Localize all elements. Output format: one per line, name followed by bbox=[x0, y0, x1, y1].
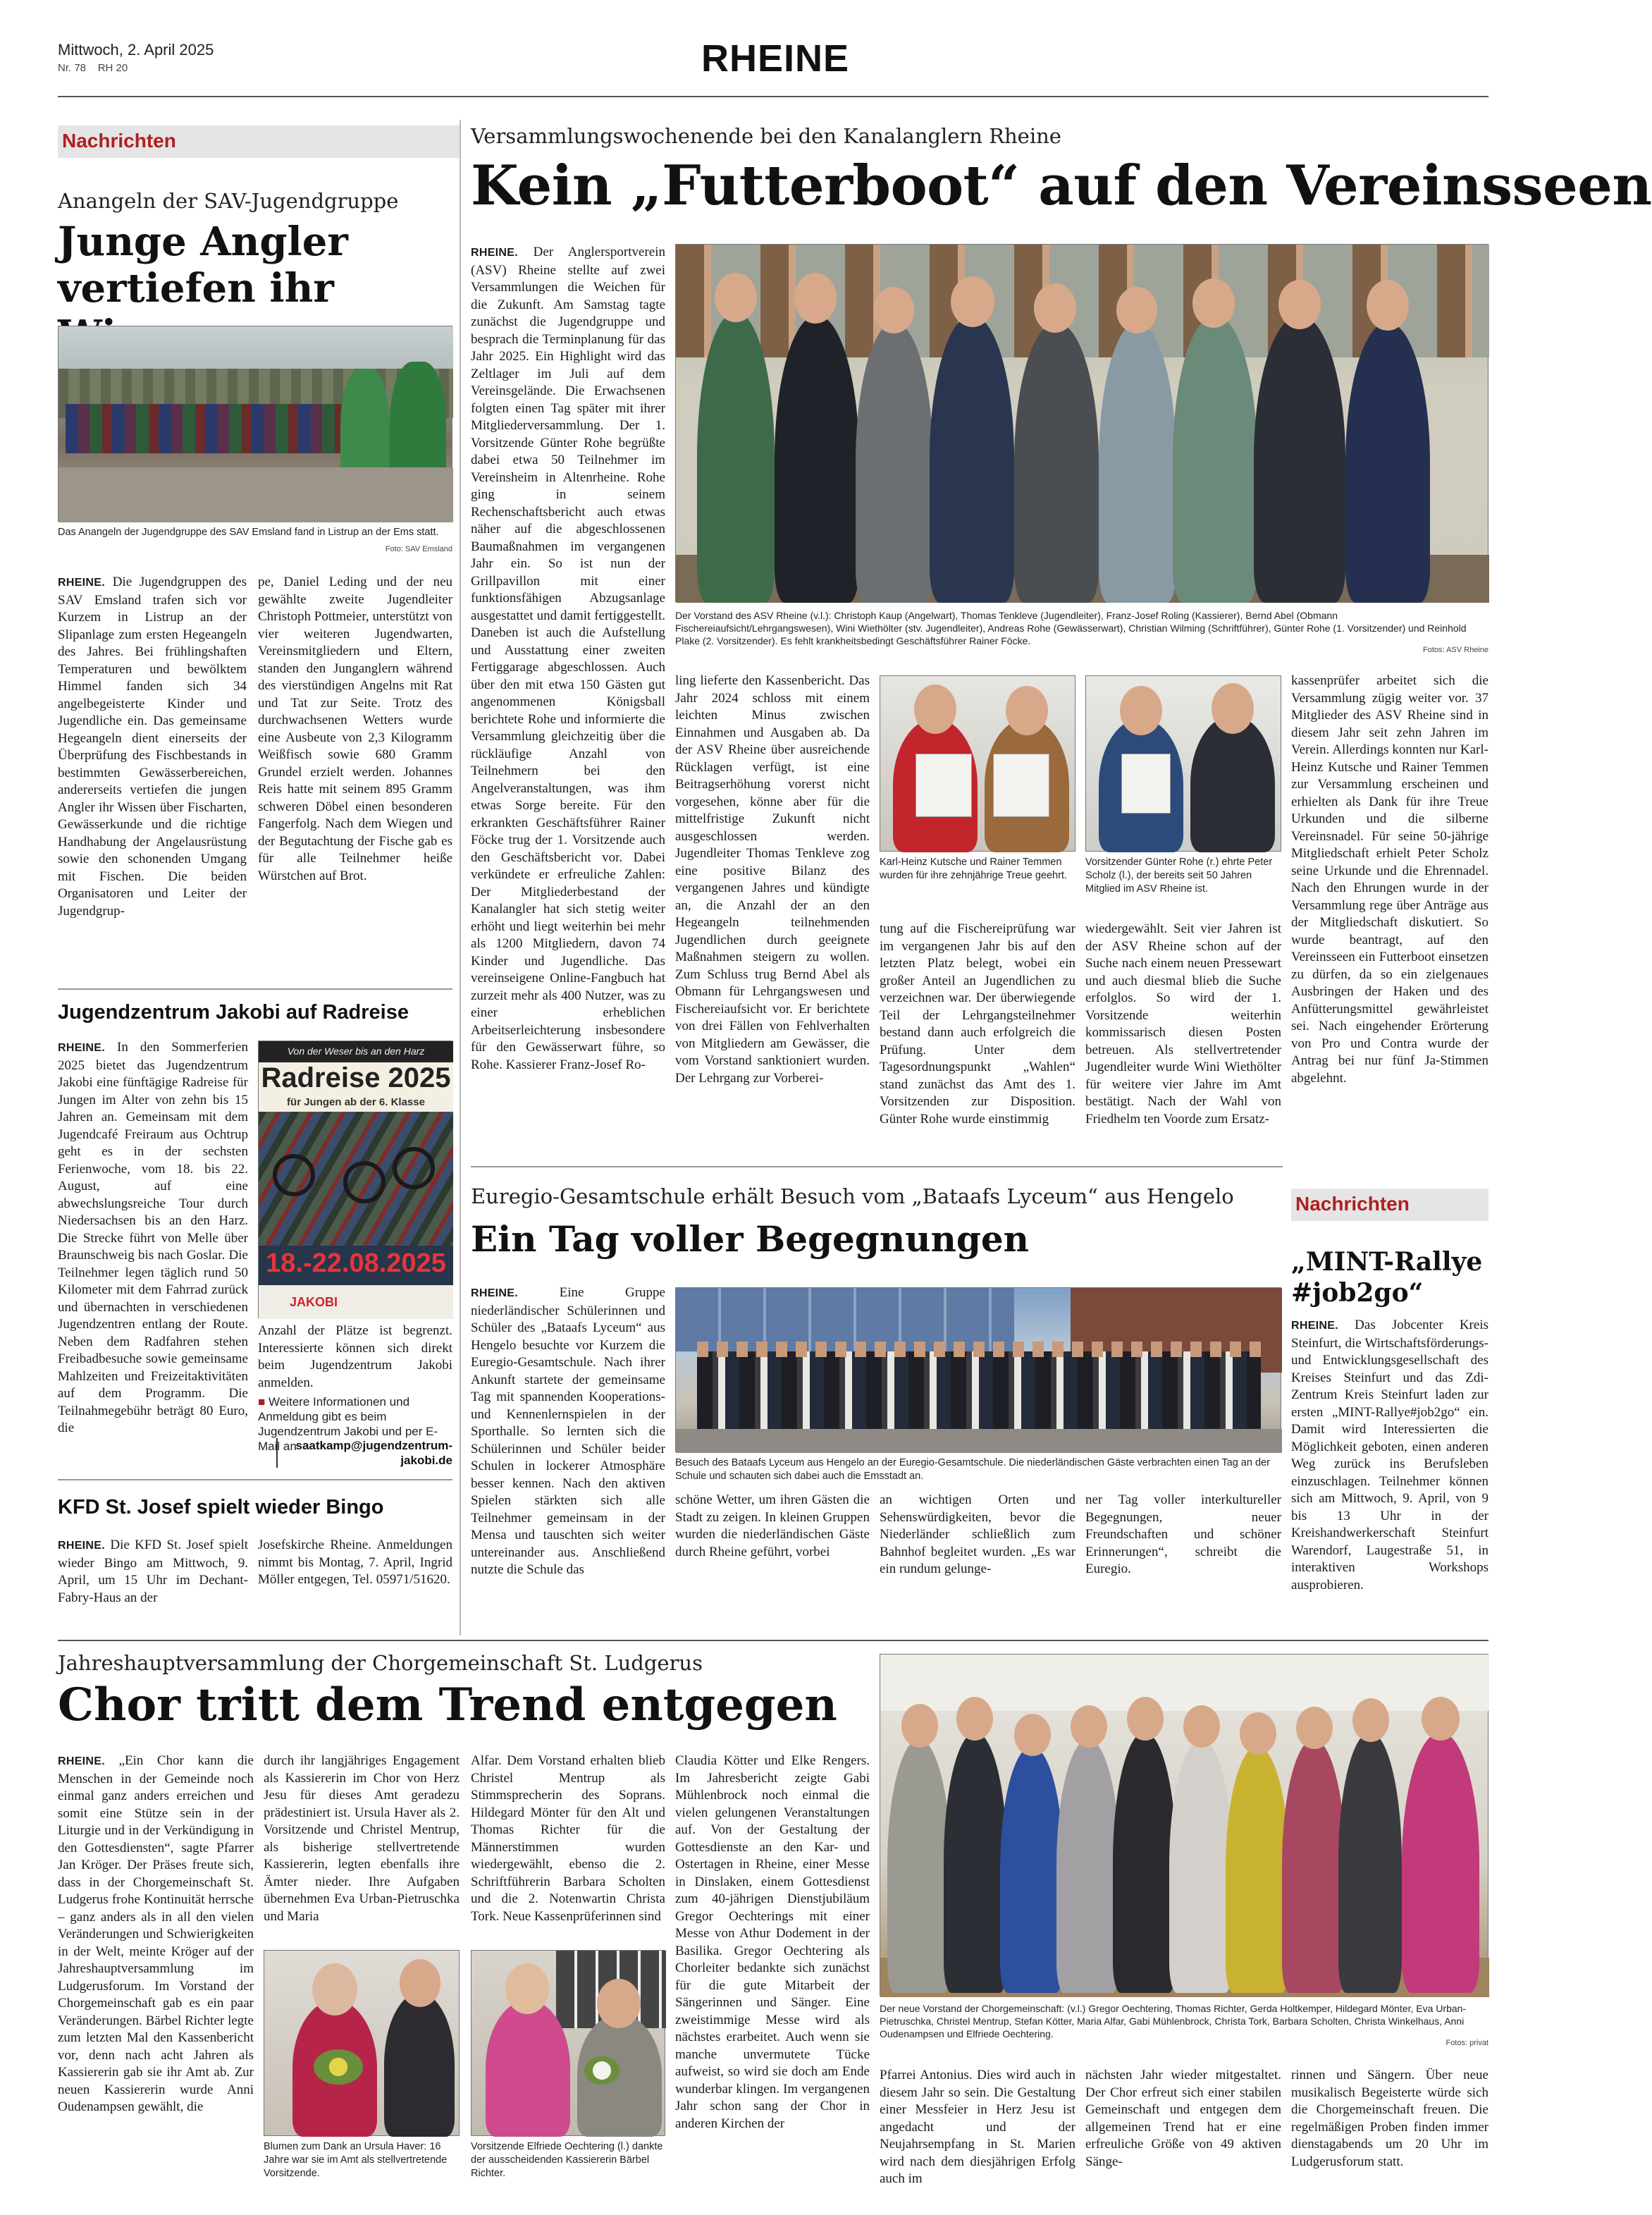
story4-text1: Der Anglersportverein (ASV) Rheine stellte auf zwei Versammlungen die Weichen für die Zukunft. Am Samstag tagte zunächst die Jugendgruppe und besprach die Terminplanung für das Jahr 2025. Ein Highlight wird das Zeltlager im Juli auf dem Vereinsgelände. Die Erwachsenen folgten einen Tag später mit ihrer Mitgliederversammlung. Der 1. Vorsitzende Günter Rohe begrüßte dabei etwa 50 Teilnehmer im Vereinsheim in Altenrheine. Rohe ging in seinem Rechenschaftsbericht auch etwas näher auf die abgeschlossenen Baumaßnahmen im vergangenen Jahr ein. So ist nun der Grillpavillon mit einer funktionsfähigen Abzugsanlage ausgestattet und damit fertiggestellt. Daneben ist auch die Aufstellung und Ausstattung einer zweiten Fertiggarage abgeschlossen. Auch über den mit etwa 150 Gästen gut angenommenen Königsball berichtete Rohe und informierte die Versammlung gleichzeitig über die rückläufige Anzahl von Teilnehmern bei den Angelveranstaltungen, was ihm etwas Sorge bereite. Für den erkrankten Geschäftsführer Rainer Föcke trug der 1. Vorsitzende auch den Geschäftsbericht vor. Dabei verkündete er erfreuliche Zahlen: Der Mitgliederbestand der Kanalangler hat sich stetig weiter erhöht und liegt weiterhin bei mehr als 1200 Mitgliedern, davon 74 Kinder und Jugendliche. Das vereinseigene Online-Fangbuch hat zurzeit mehr als 400 Nutzer, was zu einer erheblichen Arbeitserleichterung insbesondere für den Gewässerwart führe, so Rohe. Kassierer Franz-Josef Ro- bbox=[471, 245, 665, 1072]
story3-dateline: RHEINE. bbox=[58, 1540, 105, 1552]
story1-caption: Das Anangeln der Jugendgruppe des SAV Emsland fand in Listrup an der Ems statt. bbox=[58, 527, 439, 538]
story2-title: Jugendzentrum Jakobi auf Radreise bbox=[58, 1001, 409, 1024]
masthead-date: Mittwoch, 2. April 2025 bbox=[58, 41, 214, 59]
story6-text: Das Jobcenter Kreis Steinfurt, die Wirtschaftsförderungs- und Entwicklungsgesellschaft des Kreises Steinfurt und das Zdi-Zentrum Kreis Steinfurt laden zur ersten „MINT-Rallye#job2go“ ein. Damit wird Interessierten die Möglichkeit geboten, einen anderen Weg zurück ins Berufsleben einzuschlagen. Teilnehmer können sich am Mittwoch, 9. April, von 9 bis 13 Uhr in der Kreishandwerkerschaft Steinfurt Warendorf, Laugestraße 51, in interaktiven Workshops ausprobieren. bbox=[1291, 1318, 1488, 1593]
story5-title: Ein Tag voller Begegnungen bbox=[471, 1218, 1029, 1260]
story4-photo-honor1 bbox=[880, 675, 1075, 852]
story5-kicker: Euregio-Gesamtschule erhält Besuch vom „Bataafs Lyceum“ aus Hengelo bbox=[471, 1184, 1234, 1208]
rule-mid-1 bbox=[471, 1166, 1283, 1167]
story7-photo-thanks bbox=[471, 1950, 665, 2136]
story2-text1: In den Sommerferien 2025 bietet das Jugendzentrum Jakobi eine fünftägige Radreise für Jungen im Alter von zehn bis 15 Jahren an. Gemeinsam mit dem Jugendcafé Freiraum aus Ochtrup geht es in der sechsten Ferienwoche, vom 18. bis 22. August, auf eine abwechslungsreiche Tour durch Niedersachsen bis an den Harz. Die Strecke führt von Melle über Braunschweig bis nach Goslar. Die Teilnehmer legen täglich rund 50 Kilometer mit dem Fahrrad zurück und übernachten in verschiedenen Jugendzentren entlang der Route. Neben dem Radfahren stehen Freibadbesuche sowie gemeinsame Mahlzeiten und Freizeitaktivitäten auf dem Programm. Die Teilnahmegebühr beträgt 80 Euro, die bbox=[58, 1040, 248, 1435]
story1-dateline: RHEINE. bbox=[58, 577, 105, 589]
story1-credit: Foto: SAV Emsland bbox=[385, 545, 452, 553]
story1-col1 bbox=[58, 574, 247, 983]
story2-info: ■ Weitere Informationen und Anmeldung gibt es beim Jugendzentrum Jakobi und per E-Mail an bbox=[258, 1395, 438, 1453]
story7-col2: durch ihr langjähriges Engagement als Kassiererin im Chor von Herz Jesu für dieses Amt geradezu prädestiniert ist. Ursula Haver als 2. Vorsitzende und Christel Mentrup, als bisherige stellvertretende Kassiererin, legten ebenfalls ihre Ämter nieder. Ihre Aufgaben übernehmen Eva Urban-Pietruschka und Maria bbox=[264, 1753, 460, 1924]
story2-col1 bbox=[58, 1039, 248, 1471]
story1-kicker: Anangeln der SAV-Jugendgruppe bbox=[58, 189, 399, 213]
section-title: RHEINE bbox=[701, 37, 850, 80]
story7-title: Chor tritt dem Trend entgegen bbox=[58, 1679, 837, 1731]
story7-photo-flowers bbox=[264, 1950, 460, 2136]
story5-col3: an wichtigen Orten und Sehenswürdigkeiten, bevor die Niederländer schließlich zum Bahnhof begleitet wurden. „Es war ein rundum gelunge- bbox=[880, 1492, 1075, 1576]
poster-dates: 18.-22.08.2025 bbox=[266, 1248, 446, 1278]
story2-email[interactable] bbox=[276, 1438, 452, 1468]
story2-info-text: Weitere Informationen und Anmeldung gibt es beim Jugendzentrum Jakobi und per E-Mail an bbox=[258, 1395, 438, 1453]
rule-left-1 bbox=[58, 988, 452, 990]
story4-caption: Der Vorstand des ASV Rheine (v.l.): Christoph Kaup (Angelwart), Thomas Tenkleve (Jugendleiter), Franz-Josef Roling (Kassierer), Bernd Abel (Obmann Fischereiaufsicht/Lehrgangswesen), Wini Wiethölter (stv. Jugendleiter), Andreas Rohe (Gewässerwart), Christian Wilming (Schriftführer), Günter Rohe (1. Vorsitzender) und Reinhold Plake (2. Vorsitzender). Es fehlt krankheitsbedingt Geschäftsführer Rainer Föcke. bbox=[675, 610, 1467, 646]
story4-credit: Fotos: ASV Rheine bbox=[1423, 646, 1488, 654]
poster-subtitle: für Jungen ab der 6. Klasse bbox=[287, 1096, 425, 1108]
story3-col1 bbox=[58, 1537, 248, 1609]
story1-text1: Die Jugendgruppen des SAV Emsland trafen sich vor Kurzem in Listrup an der Slipanlage zum ersten Hegeangeln des Jahres. Bei frühlingshaften Temperaturen und bewölktem Himmel fanden sich 34 angelbegeisterte Kinder und Jugendliche ein. Das gemeinsame Hegeangeln dient einerseits der Überprüfung des Fischbestands in bestimmten Gewässerbereichen, andererseits vertiefen die jungen Angler ihr Wissen über Fischarten, Gewässerkunde und die richtige Handhabung der Angelausrüstung sowie den schonenden Umgang mit Fischen. Die beiden Organisatoren und Leiter der Jugendgrup- bbox=[58, 575, 247, 919]
email-line1: saatkamp@jugendzentrum- bbox=[295, 1439, 452, 1452]
story3-text1: Die KFD St. Josef spielt wieder Bingo am Mittwoch, 9. April, um 15 Uhr im Dechant-Fabry-Haus an der bbox=[58, 1538, 248, 1605]
story2-col2: Anzahl der Plätze ist begrenzt. Interessierte können sich direkt beim Jugendzentrum Jakobi anmelden. bbox=[258, 1323, 452, 1390]
story5-col2: schöne Wetter, um ihren Gästen die Stadt zu zeigen. In kleinen Gruppen wurden die niederländischen Gäste durch Rheine geführt, vorbei bbox=[675, 1492, 870, 1559]
news-tag-right-label: Nachrichten bbox=[1295, 1193, 1410, 1215]
story5-dateline: RHEINE. bbox=[471, 1287, 518, 1299]
masthead-rule bbox=[58, 96, 1488, 97]
story4-kicker: Versammlungswochenende bei den Kanalanglern Rheine bbox=[471, 124, 1061, 148]
story4-caption2: Karl-Heinz Kutsche und Rainer Temmen wurden für ihre zehnjährige Treue geehrt. bbox=[880, 857, 1067, 881]
story7-caption1: Blumen zum Dank an Ursula Haver: 16 Jahre war sie im Amt als stellvertretende Vorsitzende. bbox=[264, 2141, 448, 2179]
story7-group-photo bbox=[880, 1654, 1488, 1996]
edition-code: RH 20 bbox=[97, 62, 128, 74]
issue-number: Nr. 78 bbox=[58, 62, 87, 74]
story7-col1 bbox=[58, 1753, 254, 2204]
poster-top-text: Von der Weser bis an den Harz bbox=[287, 1045, 425, 1057]
story4-group-photo bbox=[675, 244, 1488, 602]
story3-title: KFD St. Josef spielt wieder Bingo bbox=[58, 1496, 384, 1518]
story5-photo bbox=[675, 1287, 1281, 1452]
poster-title: Radreise 2025 bbox=[261, 1062, 451, 1093]
story4-col3: tung auf die Fischereiprüfung war im vergangenen Jahr bis auf den letzten Platz belegt, wobei ein großer Anteil an Jugendlichen zu verzeichnen war. Der überwiegende Teil der Lehrgangsteilnehmer bestand dann auch erfolgreich die Prüfung. Unter dem Tagesordnungspunkt „Wahlen“ stand zunächst das Amt des 1. Vorsitzenden zur Disposition. Günter Rohe wurde einstimmig bbox=[880, 921, 1075, 1127]
story7-dateline: RHEINE. bbox=[58, 1755, 105, 1767]
news-tag-right bbox=[1291, 1189, 1488, 1221]
story7-credit: Fotos: privat bbox=[1446, 2039, 1488, 2047]
story7-col7: rinnen und Sängern. Über neue musikalisch Begeisterte würde sich die Chorgemeinschaft freuen. Die regelmäßigen Proben finden immer dienstagabends um 20 Uhr im Ludgerusforum statt. bbox=[1291, 2068, 1488, 2169]
story5-col4: ner Tag voller interkultureller Begegnungen, neuer Freundschaften und schöner Erinnerungen“, schreibt die Euregio. bbox=[1085, 1492, 1281, 1576]
rule-full-bottom bbox=[58, 1640, 1488, 1641]
story4-dateline: RHEINE. bbox=[471, 247, 518, 259]
story1-title: Junge Angler vertiefen ihr bbox=[58, 219, 348, 312]
story7-col3: Alfar. Dem Vorstand erhalten blieb Christel Mentrup als Stimmsprecherin des Soprans. Hildegard Mönter für den Alt und Thomas Richter für die Männerstimmen wurden wiedergewählt, ebenso die 2. Schriftführerin Barbara Scholten und die 2. Notenwartin Christa Tork. Neue Kassenprüferinnen sind bbox=[471, 1753, 665, 1924]
story1-col2: pe, Daniel Leding und der neu gewählte zweite Jugendleiter Christoph Pottmeier, unterstützt von vier weiteren Jugendwarten, Vereinsmitgliedern und Eltern, standen den Junganglern während des vierstündigen Angelns mit Rat und Tat zur Seite. Trotz des durchwachsenen Wetters wurde eine Ausbeute von 2,3 Kilogramm Weißfisch sowie 680 Gramm Grundel erzielt werden. Johannes Reis hatte mit seinem 895 Gramm schweren Döbel einen besonderen Fangerfolg. Nach dem Wiegen und der Begutachtung der Fische gab es für alle Teilnehmer heiße Würstchen auf Brot. bbox=[258, 575, 452, 883]
story6-body bbox=[1291, 1317, 1488, 1633]
story2-dateline: RHEINE. bbox=[58, 1042, 105, 1054]
story4-col5: kassenprüfer arbeitet sich die Versammlung zügig weiter vor. 37 Mitglieder des ASV Rheine sind in diesem Jahr seit zehn Jahren im Verein. Allerdings konnten nur Karl-Heinz Kutsche und Rainer Temmen zur Versammlung erscheinen und erhielten als Dank für ihre Treue Urkunden und die silberne Vereinsnadel. Für seine 50-jährige Mitgliedschaft erhielt Peter Scholz seine Urkunde und die Ehrennadel. Nach den Ehrungen wurde in der Versammlung rege über Anträge aus der Mitgliedschaft diskutiert. So wurde beantragt, auf den Vereinsseen ein Futterboot einsetzen zu dürfen, da so ein zielgenaues Ausbringen der Haken und des Anfütterungsmittel gewährleistet sei. Nach eingehender Erörterung von Pro und Contra wurde der Antrag bei nur fünf Ja-Stimmen abgelehnt. bbox=[1291, 673, 1488, 1086]
story5-text1: Eine Gruppe niederländischer Schülerinnen und Schüler des „Bataafs Lyceum“ aus Hengelo besuchte vor Kurzem die Euregio-Gesamtschule. Nach ihrer Ankunft startete der gemeinsame Tag mit spannenden Kooperations- und Kennenlernspielen in der Sporthalle. So lernten sich die Schülerinnen und Schüler beider Schulen in lockerer Atmosphäre besser kennen. Nach den aktiven Spielen stärkten sich alle Teilnehmer gemeinsam in der Mensa und tauschten sich weiter untereinander aus. Anschließend nutzte die Schule das bbox=[471, 1285, 665, 1577]
story7-caption: Der neue Vorstand der Chorgemeinschaft: (v.l.) Gregor Oechtering, Thomas Richter, Gerda Holtkemper, Hildegard Mönter, Eva Urban-Pietruschka, Christel Mentrup, Stefan Kötter, Maria Alfar, Gabi Mühlenbrock, Christa Tork, Barbara Scholten, Christa Winkelhaus, Anni Oudenampsen und Elfriede Oechtering. bbox=[880, 2003, 1467, 2039]
story7-col6: nächsten Jahr wieder mitgestaltet. Der Chor erfreut sich einer stabilen Gemeinschaft und entgegen dem allgemeinen Trend hat er eine erfreuliche Größe von 49 aktiven Sänge- bbox=[1085, 2068, 1281, 2169]
poster-logo: JAKOBI bbox=[290, 1295, 338, 1309]
story7-kicker: Jahreshauptversammlung der Chorgemeinschaft St. Ludgerus bbox=[58, 1651, 703, 1675]
story4-photo-honor2 bbox=[1085, 675, 1281, 852]
rule-left-2 bbox=[58, 1479, 452, 1480]
story5-caption: Besuch des Bataafs Lyceum aus Hengelo an der Euregio-Gesamtschule. Die niederländischen Gäste verbrachten einen Tag an der Schule und schauten sich dabei auch die Emsstadt an. bbox=[675, 1457, 1270, 1482]
story4-col4: wiedergewählt. Seit vier Jahren ist der ASV Rheine schon auf der Suche nach einem neuen Pressewart und auch diesmal blieb die Suche erfolglos. So wird der 1. Vorsitzende weiterhin kommissarisch diesen Posten betreuen. Als stellvertretender Jugendleiter wurde Wini Wiethölter für weitere vier Jahre im Amt bestätigt. Nach der Wahl von Friedhelm ten Voorde zum Ersatz- bbox=[1085, 921, 1281, 1127]
email-line2: jakobi.de bbox=[400, 1454, 452, 1467]
story6-title: „MINT-Rallye #job2go“ bbox=[1291, 1247, 1483, 1308]
story5-col1 bbox=[471, 1284, 665, 1633]
story7-text1: „Ein Chor kann die Menschen in der Gemeinde noch einmal ganz anders erreichen und somit eine Stütze sein in der Liturgie und in der Verkündigung in den Gottesdiensten“, sagte Pfarrer Jan Kröger. Der Präses freute sich, dass in der Chorgemeinschaft St. Ludgerus frohe Kontinuität herrsche – ganz anders als in all den vielen Veränderungen und Schwierigkeiten in der Welt, meinte Kröger auf der Jahreshauptversammlung im Ludgerusforum. Im Vorstand der Chorgemeinschaft gab es ein paar Veränderungen. Bärbel Richter legte zum letzten Mal den Kassenbericht vor, denn nach acht Jahren als Kassiererin gab sie ihr Amt ab. Zur neuen Kassiererin wurde Anni Oudenampsen gewählt, die bbox=[58, 1753, 254, 2114]
news-tag-left bbox=[58, 125, 460, 158]
story4-title: Kein „Futterboot“ auf den Vereinsseen bbox=[471, 154, 1652, 218]
story7-col4: Claudia Kötter und Elke Rengers. Im Jahresbericht zeigte Gabi Mühlenbrock noch einmal die vielen gelungenen Veranstaltungen auf. Von der Gestaltung der Gottesdienste an den Kar- und Ostertagen in Rheine, einer Messe in Dinslaken, einem Gottesdienst zum 40-jährigen Dienstjubiläum Gregor Oechterings mit einer Messe von Athur Dodement in der Basilika. Gregor Oechtering als Chorleiter bedankte sich zunächst für die gute Mitarbeit der Sängerinnen und Sänger. Eine zweistimmige Messe wird als nächstes erarbeitet. Auch wenn sie manche unvermutete Tücke aufweist, so wird sie doch am Ende wunderbar klingen. Im vergangenen Jahr schon sang der Chor in anderen Kirchen der bbox=[675, 1753, 870, 2131]
story4-caption3: Vorsitzender Günter Rohe (r.) ehrte Peter Scholz (l.), der bereits seit 50 Jahren Mitglied im ASV Rheine ist. bbox=[1085, 857, 1273, 895]
story3-col2: Josefskirche Rheine. Anmeldungen nimmt bis Montag, 7. April, Ingrid Möller entgegen, Tel. 05971/51620. bbox=[258, 1538, 452, 1587]
news-tag-label: Nachrichten bbox=[62, 130, 176, 152]
story1-photo bbox=[58, 326, 452, 522]
vrule-left bbox=[460, 120, 461, 1636]
story4-col2: ling lieferte den Kassenbericht. Das Jahr 2024 schloss mit einem leichten Minus zwischen Einnahmen und Ausgaben ab. Da der ASV Rheine über ausreichende Rücklagen verfügt, ist eine Beitragserhöhung vorerst nicht vorgesehen, könne aber für die mittelfristige Zukunft nicht ausgeschlossen werden. Jugendleiter Thomas Tenkleve zog eine positive Bilanz des vergangenen Jahres und kündigte an, die Anzahl der an den Hegeangeln teilnehmenden Jugendlichen durch geeignete Maßnahmen steigern zu wollen. Zum Schluss trug Bernd Abel als Obmann für Lehrgangswesen und Fischereiaufsicht vor. Er berichtete von drei Fällen von Fehlverhalten von Mitgliedern am Gewässer, die vom Vorstand sanktioniert wurden. Der Lehrgang zur Vorberei- bbox=[675, 673, 870, 1086]
radreise-poster bbox=[258, 1041, 452, 1318]
story6-dateline: RHEINE. bbox=[1291, 1320, 1338, 1332]
story7-caption2: Vorsitzende Elfriede Oechtering (l.) dankte der ausscheidenden Kassiererin Bärbel Richter. bbox=[471, 2141, 663, 2179]
story7-col5: Pfarrei Antonius. Dies wird auch in diesem Jahr so sein. Die Gestaltung einer Messfeier in Herz Jesu ist angedacht und der Neujahrsempfang in St. Marien wird nach dem diesjährigen Erfolg auch im bbox=[880, 2068, 1075, 2186]
